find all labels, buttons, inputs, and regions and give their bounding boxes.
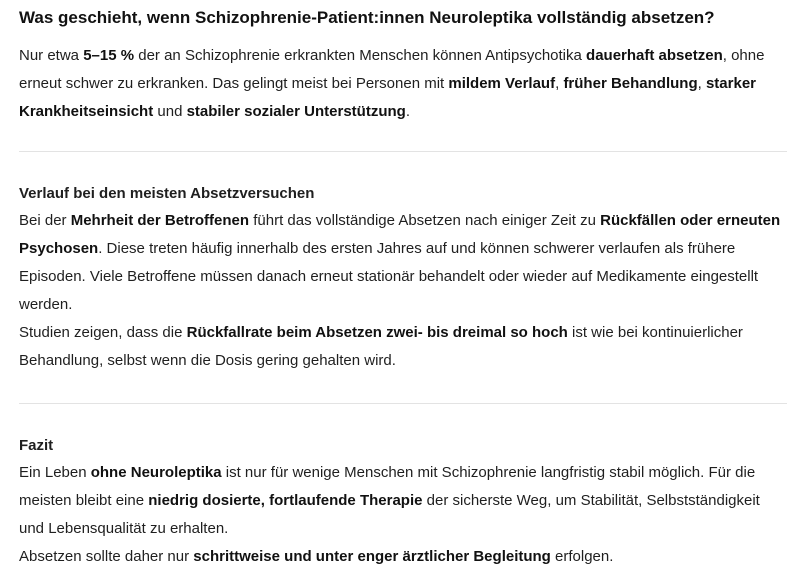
intro-bold-early-treatment: früher Behandlung bbox=[563, 75, 698, 92]
intro-text-1: Nur etwa bbox=[19, 47, 84, 64]
section-heading-conclusion: Fazit bbox=[19, 437, 54, 454]
course-text-1: Bei der bbox=[19, 212, 71, 229]
conclusion-text-4: Absetzen sollte daher nur bbox=[19, 548, 194, 565]
intro-bold-discontinue: dauerhaft absetzen bbox=[586, 47, 723, 64]
course-text-2: führt das vollständige Absetzen nach einiger Zeit zu bbox=[249, 212, 601, 229]
course-paragraph-1 bbox=[19, 207, 787, 319]
conclusion-text-2: ist nur für wenige Menschen mit Schizophrenie langfristig stabil möglich. Für die meisten bleibt eine bbox=[19, 464, 756, 509]
page-title: Was geschieht, wenn Schizophrenie-Patient:innen Neuroleptika vollständig absetzen? bbox=[19, 8, 715, 27]
intro-bold-percentage: 5–15 % bbox=[83, 47, 135, 64]
conclusion-bold-gradual-supervision: schrittweise und unter enger ärztlicher Begleitung bbox=[193, 548, 551, 565]
intro-paragraph bbox=[19, 42, 787, 126]
conclusion-paragraph-1 bbox=[19, 459, 787, 543]
intro-text-5: , bbox=[697, 75, 706, 92]
course-bold-relapse-rate: Rückfallrate beim Absetzen zwei- bis dreimal so hoch bbox=[186, 324, 568, 341]
conclusion-text-1: Ein Leben bbox=[19, 464, 91, 481]
conclusion-text-5: erfolgen. bbox=[550, 548, 614, 565]
intro-bold-mild-course: mildem Verlauf bbox=[448, 75, 556, 92]
course-bold-relapses: Rückfällen oder erneuten Psychosen bbox=[19, 212, 781, 257]
intro-bold-insight: starker Krankheitseinsicht bbox=[19, 75, 756, 120]
course-paragraph-2 bbox=[19, 319, 787, 375]
intro-text-4: , bbox=[555, 75, 564, 92]
section-heading-course: Verlauf bei den meisten Absetzversuchen bbox=[19, 185, 315, 202]
intro-bold-social-support: stabiler sozialer Unterstützung bbox=[186, 103, 406, 120]
course-text-4: Studien zeigen, dass die bbox=[19, 324, 187, 341]
section-course bbox=[19, 181, 787, 375]
intro-text-3: , ohne erneut schwer zu erkranken. Das gelingt meist bei Personen mit bbox=[19, 47, 765, 92]
intro-text-6: und bbox=[153, 103, 187, 120]
conclusion-paragraph-2 bbox=[19, 543, 787, 571]
course-bold-majority: Mehrheit der Betroffenen bbox=[70, 212, 250, 229]
course-text-3: . Diese treten häufig innerhalb des ersten Jahres auf und können schwerer verlaufen als frühere Episoden. Viele Betroffene müssen danach erneut stationär behandelt oder wieder auf Medikamente eingestellt werden. bbox=[19, 240, 759, 313]
conclusion-bold-low-dose-therapy: niedrig dosierte, fortlaufende Therapie bbox=[148, 492, 423, 509]
course-text-5: ist wie bei kontinuierlicher Behandlung, selbst wenn die Dosis gering gehalten wird. bbox=[19, 324, 743, 369]
conclusion-text-3: der sicherste Weg, um Stabilität, Selbstständigkeit und Lebensqualität zu erhalten. bbox=[19, 492, 760, 537]
intro-text-2: der an Schizophrenie erkrankten Menschen können Antipsychotika bbox=[134, 47, 587, 64]
conclusion-bold-without-neuroleptics: ohne Neuroleptika bbox=[90, 464, 222, 481]
intro-text-7: . bbox=[405, 103, 410, 120]
section-conclusion bbox=[19, 433, 787, 571]
section-divider bbox=[19, 403, 787, 404]
section-divider bbox=[19, 151, 787, 152]
